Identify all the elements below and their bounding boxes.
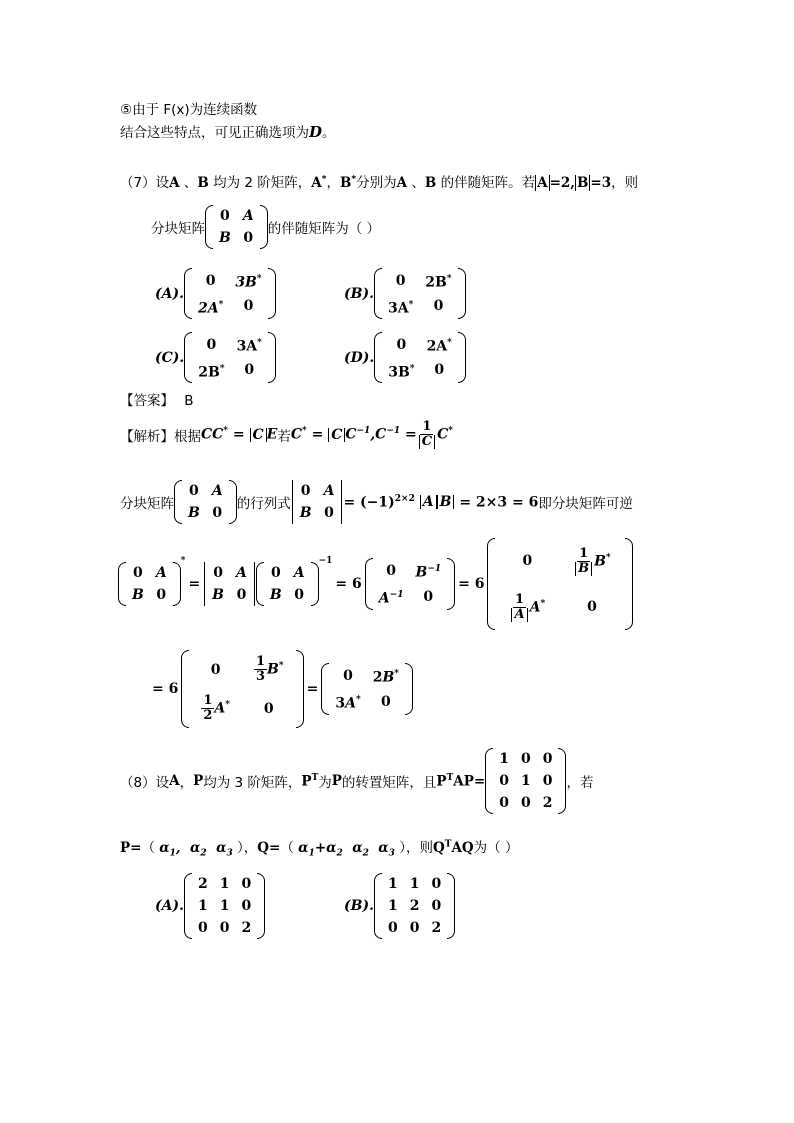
q8-a: A xyxy=(169,773,180,789)
q7-sep2: 、 xyxy=(407,175,425,191)
block-eq: = (−1) xyxy=(343,494,395,511)
option-label: (A). xyxy=(155,898,184,914)
q7-comma: ， xyxy=(326,175,340,191)
q7-text1: 均为 2 阶矩阵， xyxy=(208,175,312,191)
q7-line2-post: 的伴随矩阵为（ ） xyxy=(267,221,381,237)
option-7-c[interactable] xyxy=(155,332,276,383)
q8-text4: ，若 xyxy=(566,775,594,791)
answer-line xyxy=(120,389,194,409)
conclusion-text: 结合这些特点，可见正确选项为 xyxy=(120,125,309,141)
q8-text3: 的转置矩阵，且 xyxy=(341,775,437,791)
option-matrix: 0 2B* 3A* 0 xyxy=(374,268,466,319)
q7-number: （7）设 xyxy=(120,175,170,191)
inverse-computation-line1: 0 A B 0 * = 0 A B 0 0 A B 0 −1 = 6 0 $B^{-1}$ $A^{-1}$ 0 = 6 0 $\frac{1}{B}$ B* $\frac{1}{A}$ A* 0 xyxy=(118,538,633,630)
block-determinant-line: 分块矩阵 0 A B 0 的行列式 0 A B 0 = $(-1)^{2\times 2}$ A B = 2×3 = 6 即分块矩阵可逆 xyxy=(120,480,633,524)
q7-sep: 、 xyxy=(179,175,198,191)
block-eq2: = 2×3 = 6 xyxy=(459,494,539,511)
block-pre: 分块矩阵 xyxy=(120,496,174,512)
option-matrix: 0 2A* 3B* 0 xyxy=(374,332,466,383)
option-label: (D). xyxy=(344,349,375,366)
q7-a2: A xyxy=(396,175,408,191)
q8-line2-text: ，则 xyxy=(405,840,433,856)
q7-b: B xyxy=(197,175,209,191)
option-label: (B). xyxy=(344,898,374,914)
option-8-b[interactable] xyxy=(344,873,455,939)
q8-line2-end: 为（ ） xyxy=(473,840,519,856)
q8-qtaq: AQ xyxy=(451,840,474,856)
q7-cond-b: =3 xyxy=(590,175,612,191)
answer-value: B xyxy=(184,393,194,409)
answer-label: 【答案】 xyxy=(120,393,174,409)
q7-text4: ，则 xyxy=(611,175,639,191)
option-matrix: 2 1 0 1 1 0 0 0 2 xyxy=(184,873,265,939)
option-matrix: 0 3B* 2A* 0 xyxy=(184,268,276,319)
option-7-d[interactable] xyxy=(344,332,466,383)
inverse-computation-line2: = 6 0 $\frac{1}{3}$ B* $\frac{1}{2}$ A* 0 = 0 2B* 3A* 0 xyxy=(152,650,413,728)
q7-text3: 的伴随矩阵。若 xyxy=(436,175,536,191)
line-continuous-function: ⑤由于 F(x)为连续函数 xyxy=(120,102,258,118)
q8-comma: ， xyxy=(179,775,194,791)
question-8-stem: （8）设 A ， P 均为 3 阶矩阵， $P^T$ 为 P 的转置矩阵，且 $P^TAP=$ 1 0 0 0 1 0 0 0 2 ，若 xyxy=(120,748,593,814)
analysis-text1: 根据 xyxy=(174,428,201,445)
question-8-line2: P=（ $\alpha_1$, $\alpha_2$ $\alpha_3$ ），Q=（ $\alpha_1+\alpha_2$ $\alpha_2$ $\alpha_3$ ），则$Q^TAQ$为（ ） xyxy=(120,839,519,859)
option-8-a[interactable] xyxy=(155,873,265,939)
block-matrix-0A-B0: 0 A B 0 xyxy=(205,205,268,249)
conclusion-end: 。 xyxy=(322,125,336,141)
analysis-label: 【解析】 xyxy=(120,428,174,445)
q8-number: （8）设 xyxy=(120,775,170,791)
q7-b-star: B xyxy=(339,175,352,191)
q8-pt: P xyxy=(301,773,312,790)
q7-a-star: A xyxy=(311,175,322,191)
analysis-text2: 若 xyxy=(277,428,291,445)
q8-p2: P xyxy=(331,773,342,789)
option-7-a[interactable] xyxy=(155,268,276,319)
q8-p: P xyxy=(193,773,204,789)
question-7-block-matrix xyxy=(151,205,380,249)
conclusion-answer: D xyxy=(309,123,323,141)
q8-given-matrix: 1 0 0 0 1 0 0 0 2 xyxy=(485,748,566,814)
q7-line2-pre: 分块矩阵 xyxy=(151,221,205,237)
analysis-line: 【解析】 根据 CC* = C E 若 C* = C $C^{-1},C^{-1}$ = $\frac{1}{C}$ C* xyxy=(120,419,453,449)
q7-a: A xyxy=(169,175,180,191)
q8-q-def: Q= xyxy=(257,840,281,856)
option-label: (A). xyxy=(155,285,184,302)
q7-cond-a: =2, xyxy=(549,175,575,191)
block-mid: 的行列式 xyxy=(236,496,291,512)
q8-text2: 为 xyxy=(318,775,332,791)
q8-text1: 均为 3 阶矩阵， xyxy=(203,775,302,791)
q7-b2: B xyxy=(424,175,437,191)
block-post: 即分块矩阵可逆 xyxy=(538,496,633,512)
line-conclusion xyxy=(120,121,336,141)
q7-text2: 分别为 xyxy=(356,175,397,191)
q8-ptap: AP= xyxy=(453,773,486,790)
option-matrix: 1 1 0 1 2 0 0 0 2 xyxy=(374,873,455,939)
option-matrix: 0 3A* 2B* 0 xyxy=(184,332,276,383)
block-exp: 2×2 xyxy=(394,493,415,504)
option-label: (B). xyxy=(344,285,374,302)
question-7-stem: （7）设A 、B 均为 2 阶矩阵，A*，B*分别为A 、B 的伴随矩阵。若 A =2, B =3，则 xyxy=(120,174,639,191)
option-7-b[interactable] xyxy=(344,268,466,319)
option-label: (C). xyxy=(155,349,185,366)
q8-p-def: P= xyxy=(120,840,142,856)
